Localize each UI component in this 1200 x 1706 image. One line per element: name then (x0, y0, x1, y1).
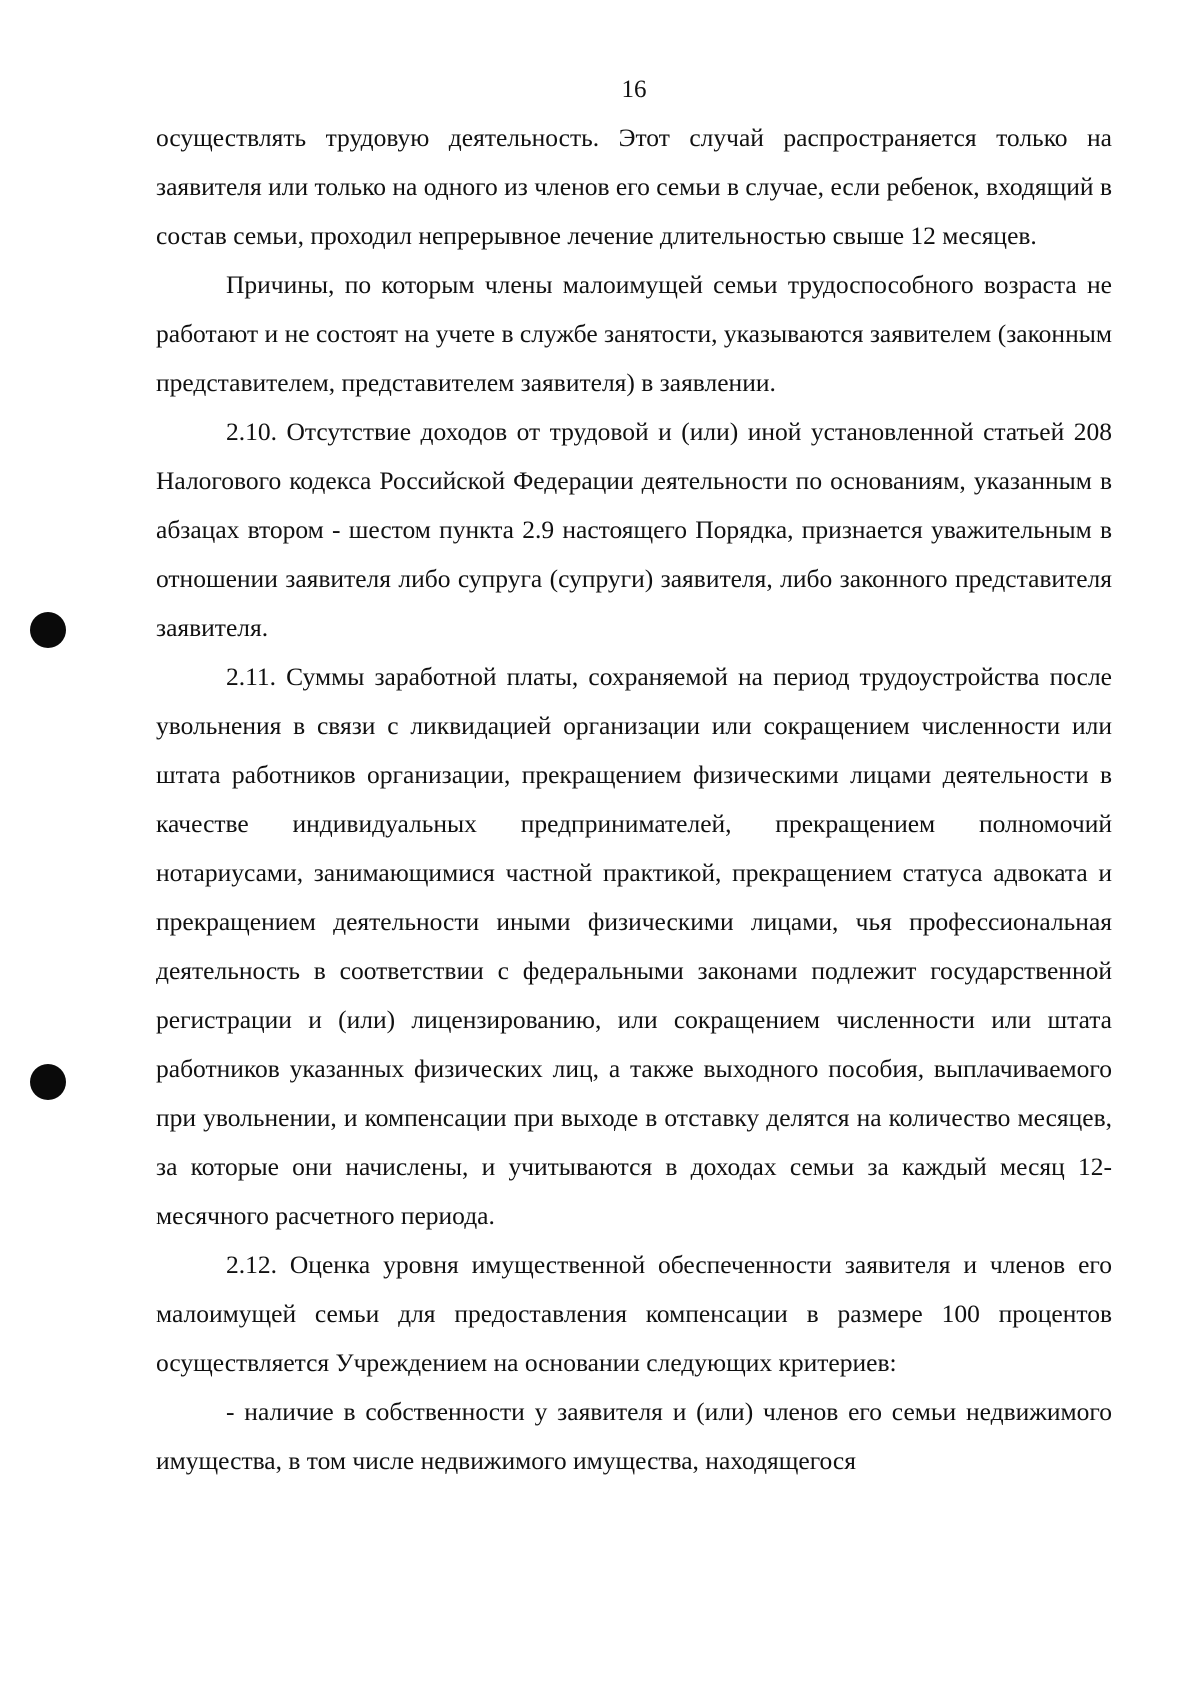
punch-hole-mark (30, 612, 66, 648)
paragraph-clause-2-11: 2.11. Суммы заработной платы, сохраняемой на период трудоустройства после увольнения в связи с ликвидацией организации или сокращением численности или штата работников организации, прекращением физическими лицами деятельности в качестве индивидуальных предпринимателей, прекращением полномочий нотариусами, занимающимися частной практикой, прекращением статуса адвоката и прекращением деятельности иными физическими лицами, чья профессиональная деятельность в соответствии с федеральными законами подлежит государственной регистрации и (или) лицензированию, или сокращением численности или штата работников указанных физических лиц, а также выходного пособия, выплачиваемого при увольнении, и компенсации при выходе в отставку делятся на количество месяцев, за которые они начислены, и учитываются в доходах семьи за каждый месяц 12-месячного расчетного периода. (156, 662, 1112, 1230)
page-number: 16 (621, 76, 647, 103)
paragraph-criterion-1: - наличие в собственности у заявителя и (или) членов его семьи недвижимого имущества, в том числе недвижимого имущества, находящегося (156, 1397, 1112, 1475)
paragraph-clause-2-10: 2.10. Отсутствие доходов от трудовой и (или) иной установленной статьей 208 Налогового кодекса Российской Федерации деятельности по основаниям, указанным в абзацах втором - шестом пункта 2.9 настоящего Порядка, признается уважительным в отношении заявителя либо супруга (супруги) заявителя, либо законного представителя заявителя. (156, 417, 1112, 642)
punch-hole-mark (30, 1064, 66, 1100)
paragraph-clause-2-12: 2.12. Оценка уровня имущественной обеспеченности заявителя и членов его малоимущей семьи для предоставления компенсации в размере 100 процентов осуществляется Учреждением на основании следующих критериев: (156, 1250, 1112, 1377)
paragraph-continuation: осуществлять трудовую деятельность. Этот случай распространяется только на заявителя или только на одного из членов его семьи в случае, если ребенок, входящий в состав семьи, проходил непрерывное лечение длительностью свыше 12 месяцев. (156, 123, 1112, 250)
paragraph-reasons: Причины, по которым члены малоимущей семьи трудоспособного возраста не работают и не состоят на учете в службе занятости, указываются заявителем (законным представителем, представителем заявителя) в заявлении. (156, 270, 1112, 397)
document-body (156, 113, 1112, 1485)
